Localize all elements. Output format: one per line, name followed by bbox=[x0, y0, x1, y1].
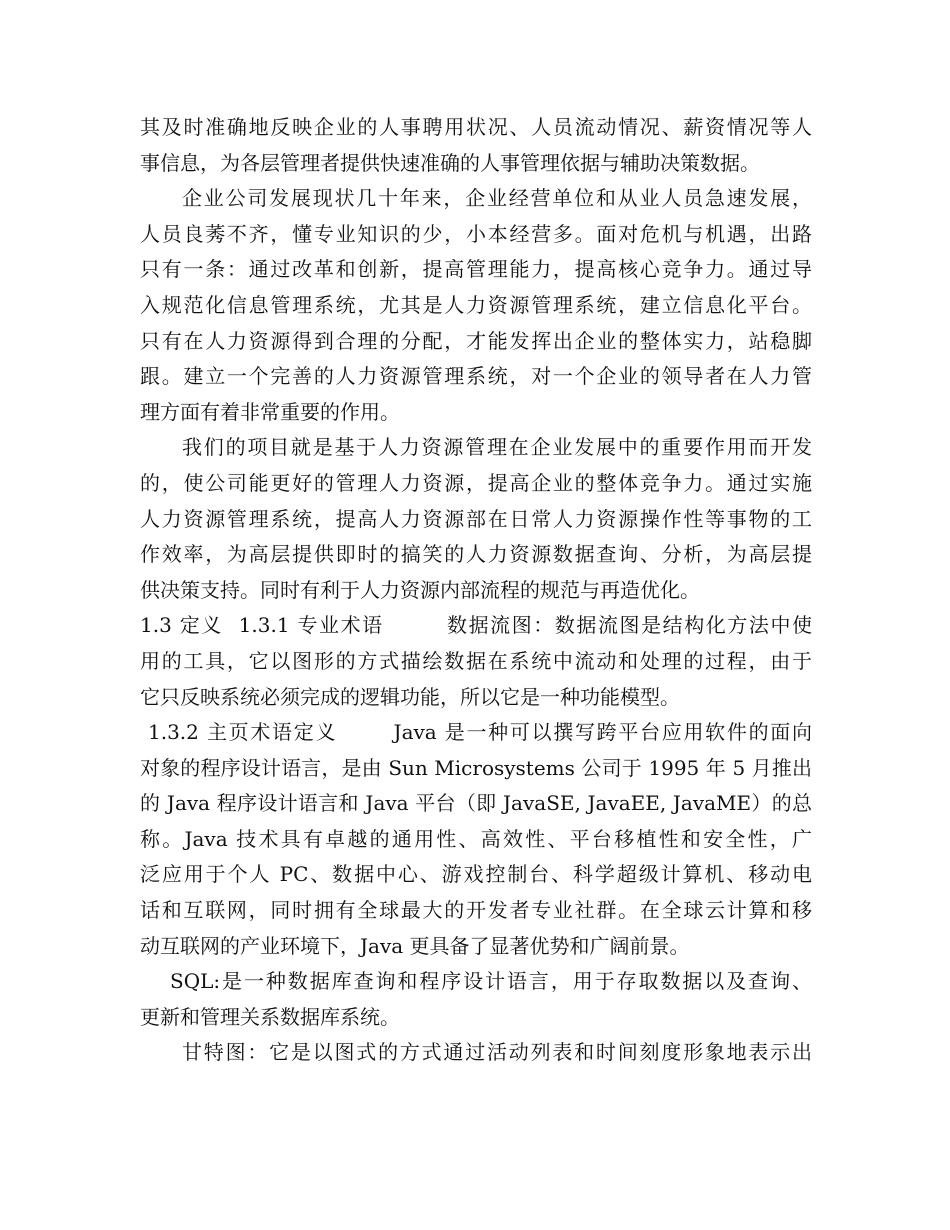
text-line: 企业公司发展现状几十年来，企业经营单位和从业人员急速发展， bbox=[182, 186, 812, 211]
text-line: 事信息，为各层管理者提供快速准确的人事管理依据与辅助决策数据。 bbox=[140, 150, 760, 175]
paragraph-project-purpose bbox=[140, 430, 812, 608]
text-line: 供决策支持。同时有利于人力资源内部流程的规范与再造优化。 bbox=[140, 577, 700, 602]
paragraph-definitions-gantt bbox=[140, 1035, 812, 1071]
text-line: 只有一条：通过改革和创新，提高管理能力，提高核心竞争力。通过导 bbox=[140, 257, 812, 282]
text-line: 人员良莠不齐，懂专业知识的少，小本经营多。面对危机与机遇，出路 bbox=[140, 221, 812, 246]
text-line: 称。Java 技术具有卓越的通用性、高效性、平台移植性和安全性，广 bbox=[140, 826, 812, 851]
text-line: 入规范化信息管理系统，尤其是人力资源管理系统，建立信息化平台。 bbox=[140, 292, 812, 317]
text-line: 话和互联网，同时拥有全球最大的开发者专业社群。在全球云计算和移 bbox=[140, 898, 812, 923]
text-line: 的，使公司能更好的管理人力资源，提高企业的整体竞争力。通过实施 bbox=[140, 470, 812, 495]
paragraph-intro-continuation bbox=[140, 110, 812, 181]
text-line: 更新和管理关系数据库系统。 bbox=[140, 1004, 400, 1029]
text-line: 对象的程序设计语言，是由 Sun Microsystems 公司于 1995 年 5 月推出 bbox=[140, 755, 812, 780]
text-line: 人力资源管理系统，提高人力资源部在日常人力资源操作性等事物的工 bbox=[140, 506, 812, 531]
paragraph-definitions-dfd bbox=[140, 608, 812, 715]
text-line: 泛应用于个人 PC、数据中心、游戏控制台、科学超级计算机、移动电 bbox=[140, 862, 812, 887]
text-line: 只有在人力资源得到合理的分配，才能发挥出企业的整体实力，站稳脚 bbox=[140, 328, 812, 353]
text-line: 作效率，为高层提供即时的搞笑的人力资源数据查询、分析，为高层提 bbox=[140, 542, 812, 567]
text-line: 动互联网的产业环境下，Java 更具备了显著优势和广阔前景。 bbox=[140, 933, 690, 958]
text-line: 的 Java 程序设计语言和 Java 平台（即 JavaSE, JavaEE, JavaME）的总 bbox=[140, 791, 812, 816]
text-line: 它只反映系统必须完成的逻辑功能，所以它是一种功能模型。 bbox=[140, 684, 680, 709]
text-line: SQL:是一种数据库查询和程序设计语言，用于存取数据以及查询、 bbox=[170, 969, 812, 994]
text-line: 1.3.2 主页术语定义 Java 是一种可以撰写跨平台应用软件的面向 bbox=[148, 720, 812, 745]
paragraph-definitions-sql bbox=[140, 964, 812, 1035]
text-line: 理方面有着非常重要的作用。 bbox=[140, 399, 400, 424]
paragraph-definitions-java bbox=[140, 715, 812, 964]
text-line: 甘特图：它是以图式的方式通过活动列表和时间刻度形象地表示出 bbox=[182, 1040, 812, 1065]
text-line: 其及时准确地反映企业的人事聘用状况、人员流动情况、薪资情况等人 bbox=[140, 115, 812, 139]
body-text bbox=[140, 110, 812, 1071]
paragraph-company-status bbox=[140, 181, 812, 430]
text-line: 1.3 定义 1.3.1 专业术语 数据流图：数据流图是结构化方法中使 bbox=[140, 613, 812, 638]
text-line: 我们的项目就是基于人力资源管理在企业发展中的重要作用而开发 bbox=[182, 435, 812, 460]
text-line: 跟。建立一个完善的人力资源管理系统，对一个企业的领导者在人力管 bbox=[140, 364, 812, 389]
text-line: 用的工具，它以图形的方式描绘数据在系统中流动和处理的过程，由于 bbox=[140, 648, 812, 673]
